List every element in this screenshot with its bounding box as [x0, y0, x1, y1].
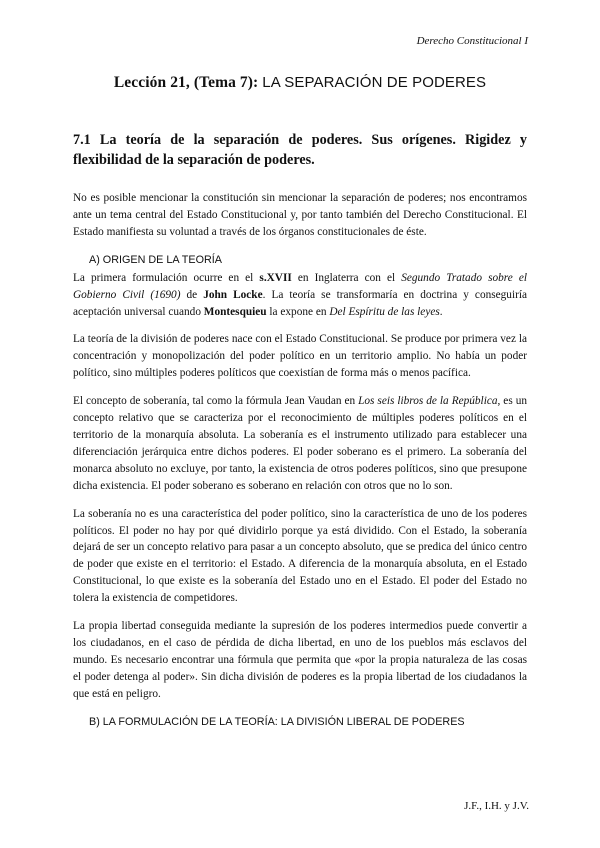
- sovereignty-work: Los seis libros de la República: [358, 395, 498, 408]
- origin-work-locke: Segundo Tratado sobre el Gobierno Civil (1690): [73, 271, 527, 301]
- origin-century: s.XVII: [259, 271, 292, 284]
- origin-author-locke: John Locke: [203, 288, 263, 301]
- lesson-title-lead: Lección 21, (Tema 7):: [113, 74, 263, 91]
- origin-text-3: de: [180, 288, 204, 301]
- origin-text-5: la expone en: [266, 305, 330, 318]
- origin-work-montesquieu: Del Espíritu de las leyes: [329, 305, 440, 318]
- document-body: [73, 130, 527, 732]
- subsection-a-title: A) ORIGEN DE LA TEORÍA: [89, 253, 222, 266]
- origin-text-2: en Inglaterra con el: [291, 271, 402, 284]
- characteristic-paragraph: La soberanía no es una característica del poder político, sino la característica de uno de los poderes políticos. El poder no hay por qué dividirlo porque ya está dividido. Con el Estado, la soberanía dejará de ser un concepto relativo para pasar a un concepto absoluto, que se predica del único centro de poder que existe en el territorio: el Estado. A diferencia de la monarquía absoluta, en el Estado Constitucional, lo que existe es la soberanía del Estado uno en el Estado. El poder del Estado no tolera la existencia de competidores.: [73, 507, 527, 605]
- origin-text-1: La primera formulación ocurre en el: [73, 271, 260, 284]
- origin-text-4: . La teoría se transformaría en doctrina y conseguiría aceptación universal cuando: [73, 288, 528, 318]
- lesson-title-topic: LA SEPARACIÓN DE PODERES: [262, 74, 487, 91]
- intro-paragraph: No es posible mencionar la constitución sin mencionar la separación de poderes; nos encontramos ante un tema central del Estado Constitucional y, por tanto también del Derecho Constitucional. El Estado manifiesta su voluntad a través de los órganos constitucionales de éste.: [73, 192, 527, 238]
- origin-author-montesquieu: Montesquieu: [203, 305, 267, 318]
- footer-initials: J.F., I.H. y J.V.: [464, 800, 529, 812]
- liberty-paragraph: La propia libertad conseguida mediante la supresión de los poderes intermedios puede convertir a los ciudadanos, en el caso de pérdida de dicha libertad, en uno de los pueblos más esclavos del mundo. Es necesario encontrar una fórmula que permita que «por la propia naturaleza de las cosas el poder detenga al poder». Sin dicha división de poderes es la propia libertad de los ciudadanos la que está en peligro.: [73, 620, 527, 700]
- subsection-b-title: B) LA FORMULACIÓN DE LA TEORÍA: LA DIVISIÓN LIBERAL DE PODERES: [89, 715, 465, 728]
- section-heading: 7.1 La teoría de la separación de poderes. Sus orígenes. Rigidez y flexibilidad de la separación de poderes.: [73, 132, 527, 168]
- lesson-title: [0, 74, 600, 92]
- origin-paragraph: [73, 270, 527, 321]
- sovereignty-paragraph: [73, 393, 527, 494]
- running-header: Derecho Constitucional I: [416, 35, 528, 47]
- division-paragraph: La teoría de la división de poderes nace con el Estado Constitucional. Se produce por primera vez la concentración y monopolización del poder político en un territorio amplio. No había un poder político, sino múltiples poderes políticos que coexistían de forma más o menos pacífica.: [73, 333, 527, 380]
- sovereignty-text-2: , es un concepto relativo que se caracteriza por el reconocimiento de múltiples poderes políticos en el territorio de la monarquía absoluta. La soberanía es el instrumento utilizado para establecer una diferenciación jerárquica entre dichos poderes. El poder soberano es el primero. La soberanía del monarca absoluto no excluye, por tanto, la existencia de otros poderes políticos, sino que presupone dicha existencia. El poder soberano es soberano en relación con otros que no lo son.: [73, 395, 527, 492]
- origin-text-6: .: [439, 305, 443, 318]
- sovereignty-text-1: El concepto de soberanía, tal como la fórmula Jean Vaudan en: [73, 395, 359, 408]
